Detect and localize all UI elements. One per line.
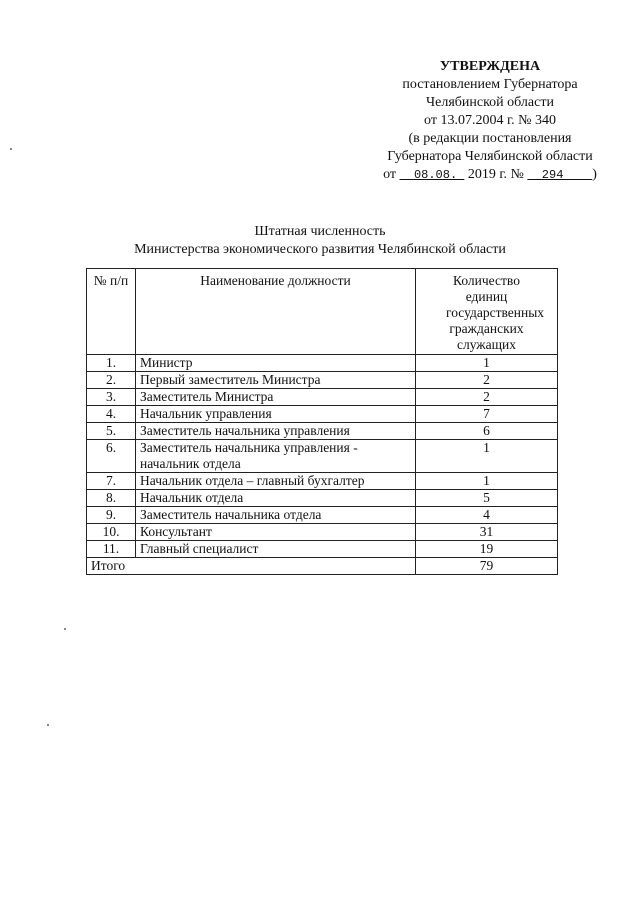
date-prefix: от [383,167,397,182]
row-count: 6 [416,423,558,440]
row-position-name: Заместитель Министра [136,389,416,406]
table-row [87,372,558,389]
table-row [87,423,558,440]
row-count: 5 [416,490,558,507]
total-row [87,558,558,575]
table-row [87,440,558,473]
table-row [87,524,558,541]
table-header-row [87,269,558,355]
row-count: 1 [416,355,558,372]
row-count: 7 [416,406,558,423]
row-position-name: Министр [136,355,416,372]
header-name: Наименование должности [136,269,416,355]
scan-speck [64,628,66,630]
scan-speck [47,724,49,726]
row-position-name: Начальник отдела [136,490,416,507]
scan-speck [10,148,12,150]
row-number: 5. [87,423,136,440]
table-row [87,490,558,507]
row-position-name: Начальник управления [136,406,416,423]
header-num: № п/п [87,269,136,355]
row-count: 19 [416,541,558,558]
table-row [87,507,558,524]
table-row [87,541,558,558]
approval-line: постановлением Губернатора [402,77,578,92]
row-count: 31 [416,524,558,541]
row-count: 2 [416,372,558,389]
row-position-name: Главный специалист [136,541,416,558]
approval-line: от 13.07.2004 г. № 340 [424,113,556,128]
row-number: 8. [87,490,136,507]
approval-heading: УТВЕРЖДЕНА [439,59,541,74]
row-number: 3. [87,389,136,406]
amendment-date: 08.08. [413,168,458,182]
total-label: Итого [87,558,416,575]
row-count: 1 [416,473,558,490]
row-number: 1. [87,355,136,372]
row-count: 4 [416,507,558,524]
staff-table [86,268,558,575]
table-row [87,389,558,406]
row-position-name: Консультант [136,524,416,541]
table-row [87,355,558,372]
table-row [87,473,558,490]
date-suffix: ) [592,167,597,182]
row-number: 2. [87,372,136,389]
approval-line: Челябинской области [426,95,554,110]
title-line-1: Штатная численность [254,224,386,239]
row-number: 4. [87,406,136,423]
table-body [87,355,558,558]
row-position-name: Заместитель начальника отдела [136,507,416,524]
row-number: 9. [87,507,136,524]
row-position-name: Заместитель начальника управления - начальник отдела [136,440,416,473]
date-year: 2019 г. № [467,167,524,182]
row-position-name: Первый заместитель Министра [136,372,416,389]
amendment-number: 294 [541,168,564,182]
row-count: 1 [416,440,558,473]
amendment-date-line [340,166,640,184]
row-number: 10. [87,524,136,541]
approval-line: Губернатора Челябинской области [387,149,593,164]
title-line-2: Министерства экономического развития Челябинской области [134,242,506,257]
row-position-name: Заместитель начальника управления [136,423,416,440]
row-number: 11. [87,541,136,558]
approval-stamp [340,58,640,184]
row-position-name: Начальник отдела – главный бухгалтер [136,473,416,490]
table-row [87,406,558,423]
header-count: Количество единиц государственных гражданских служащих [416,269,558,355]
row-number: 6. [87,440,136,473]
row-count: 2 [416,389,558,406]
row-number: 7. [87,473,136,490]
total-count: 79 [416,558,558,575]
approval-line: (в редакции постановления [408,131,572,146]
document-title [0,223,640,259]
